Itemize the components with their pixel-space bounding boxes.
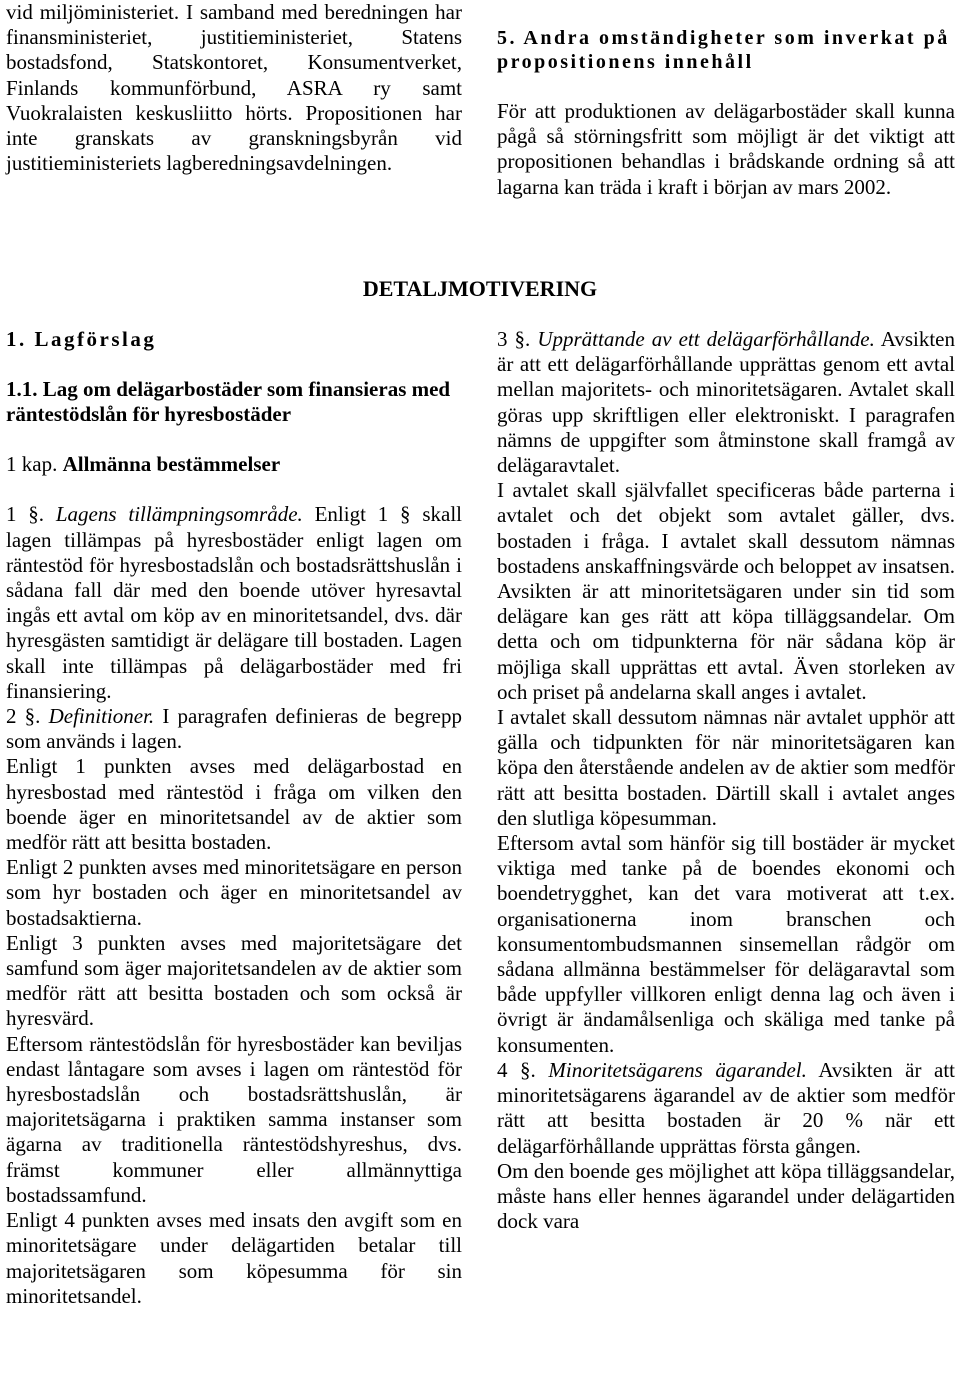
section-title: DETALJMOTIVERING — [362, 276, 598, 301]
paragraph: Enligt 2 punkten avses med minoritetsägare en person som hyr bostaden och äger en minoritetsandel av bostadsaktierna. — [6, 855, 462, 930]
chapter-heading — [6, 452, 462, 477]
top-right-column — [497, 26, 955, 200]
section-heading: 5. Andra omständigheter som inverkat på propositionens innehåll — [497, 27, 950, 73]
section-number: 3 §. — [497, 327, 531, 351]
top-left-column — [6, 0, 462, 176]
section-1 — [6, 502, 462, 704]
paragraph: Enligt 4 punkten avses med insats den avgift som en minoritetsägare under delägartiden betalar till majoritetsägaren som köpesumma för sin minoritetsandel. — [6, 1208, 462, 1308]
section-number: 1 §. — [6, 502, 45, 527]
section-text: Avsikten är att ett delägarförhållande upprättas genom ett avtal mellan majoritets- och minoritetsägaren. Avtalet skall göras upp skriftligen eller elektroniskt. I paragrafen nämns de uppgifter som åtminstone skall framgå av delägaravtalet. — [497, 327, 955, 478]
section-text: Avsikten är att minoritetsägarens ägarandel av de aktier som medför rätt att besitta bostaden är 20 % när ett delägarförhållande upprättas första gången. — [497, 1057, 956, 1158]
section-text: Enligt 1 § skall lagen tillämpas på hyresbostäder enligt lagen om räntestöd för hyresbostadslån och bostadsrättshuslån i sådana fall där med den boende utöver hyresavtal ingås ett avtal om köp av en minoritetsandel, dvs. där hyresgästen samtidigt är delägare till bostaden. Lagen skall inte tillämpas på delägarbostäder med fri finansiering. — [6, 502, 463, 703]
chapter-prefix: 1 kap. — [6, 452, 58, 477]
section-title: Upprättande av ett delägarförhållande. — [537, 327, 875, 351]
section-4 — [497, 1058, 955, 1159]
section-number: 4 §. — [497, 1057, 536, 1082]
right-column — [497, 327, 955, 1234]
chapter-title: Allmänna bestämmelser — [62, 452, 281, 477]
paragraph: I avtalet skall självfallet specificeras både parterna i avtalet och det objekt som avtalet gäller, dvs. bostaden i fråga. I avtalet skall dessutom nämnas bostadens anskaffningsvärde och beloppet av insatsen. — [497, 478, 955, 578]
heading-lagforslag: 1. Lagförslag — [6, 327, 157, 351]
section-text: I paragrafen definieras de begrepp som används i lagen. — [6, 704, 463, 754]
paragraph: Eftersom avtal som hänför sig till bostäder är mycket viktiga med tanke på de boendes ekonomi och boendetrygghet, kan det vara motiverat att t.ex. organisationerna inom branschen och konsumentombudsmannen sinsemellan rådgör om sådana allmänna bestämmelser för delägaravtal som både uppfyller villkoren enligt denna lag och även i övrigt är ändamålsenliga och skäliga med tanke på konsumenten. — [497, 831, 955, 1057]
section-title: Minoritetsägarens ägarandel. — [548, 1057, 807, 1082]
paragraph: Enligt 1 punkten avses med delägarbostad en hyresbostad med räntestöd i fråga om vilken den boende äger en minoritetsandel av de aktier som medför rätt att besitta bostaden. — [6, 754, 462, 855]
left-column — [6, 327, 462, 1309]
paragraph: Enligt 3 punkten avses med majoritetsägare det samfund som äger majoritetsandelen av de aktier som medför rätt att besitta bostaden och som också är hyresvärd. — [6, 930, 462, 1031]
section-title: Definitioner. — [48, 704, 155, 729]
paragraph: Eftersom räntestödslån för hyresbostäder kan beviljas endast låntagare som avses i lagen om räntestöd för hyresbostadslån och bostadsrättshuslån, är majoritetsägarna i praktiken samma instanser som ägarna av traditionella räntestödshyreshus, dvs. främst kommuner eller allmännyttiga bostadssamfund. — [6, 1031, 462, 1207]
law-title: 1.1. Lag om delägarbostäder som finansieras med räntestödslån för hyresbostäder — [6, 377, 451, 427]
section-number: 2 §. — [6, 704, 41, 729]
paragraph: Avsikten är att minoritetsägaren under sin tid som delägare kan ges rätt att köpa tilläggsandelar. Om detta och om tidpunkterna för när sådana köp är möjliga skall upprättas ett avtal. Även storleken av och priset på andelarna skall anges i avtalet. — [497, 579, 955, 704]
section-2 — [6, 704, 462, 754]
paragraph: vid miljöministeriet. I samband med beredningen har finansministeriet, justitieministeriet, Statens bostadsfond, Statskontoret, Konsumentverket, Finlands kommunförbund, ASRA ry samt Vuokralaisten keskusliitto hörts. Propositionen har inte granskats av granskningsbyrån vid justitieministeriets lagberedningsavdelningen. — [6, 0, 462, 176]
paragraph: Om den boende ges möjlighet att köpa tilläggsandelar, måste hans eller hennes ägarandel under delägartiden dock vara — [497, 1158, 955, 1234]
paragraph: I avtalet skall dessutom nämnas när avtalet upphör att gälla och tidpunkten för när minoritetsägaren kan köpa den återstående andelen av de aktier som medför rätt att besitta bostaden. Därtill skall i avtalet anges den slutliga köpesumman. — [497, 705, 955, 830]
paragraph: För att produktionen av delägarbostäder skall kunna pågå så störningsfritt som möjligt är det viktigt att propositionen behandlas i brådskande ordning så att lagarna kan träda i kraft i början av mars 2002. — [497, 99, 955, 199]
section-3 — [497, 327, 955, 478]
section-title: Lagens tillämpningsområde. — [55, 502, 303, 527]
